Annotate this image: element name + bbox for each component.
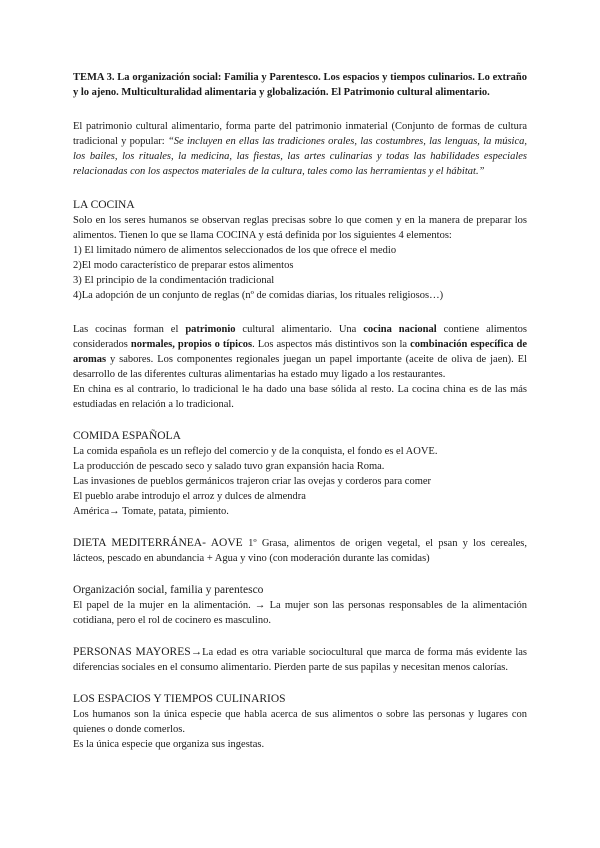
patrimonio-text: cultural alimentario. Una bbox=[235, 324, 364, 335]
cocina-item: 2)El modo característico de preparar estos alimentos bbox=[73, 260, 294, 271]
intro-paragraph bbox=[73, 119, 527, 179]
cocina-text: Solo en los seres humanos se observan reglas precisas sobre lo que comen y en la manera de preparar los alimentos. Tienen lo que se llama COCINA y está definida por los siguientes 4 elementos: bbox=[73, 215, 527, 241]
patrimonio-paragraph bbox=[73, 322, 527, 382]
intro-quote: “Se incluyen en ellas las tradiciones orales, las costumbres, las lenguas, la música, los bailes, los rituales, la medicina, las fiestas, las artes culinarias y todas las habilidades especiales relacionadas con los aspectos materiales de la cultura, tales como las herramientas y el hábitat.” bbox=[73, 136, 527, 177]
cocina-item: 1) El limitado número de alimentos seleccionados de los que ofrece el medio bbox=[73, 245, 397, 256]
cocina-item: 3) El principio de la condimentación tradicional bbox=[73, 275, 275, 286]
espanola-line: Las invasiones de pueblos germánicos trajeron criar las ovejas y corderos para comer bbox=[73, 476, 432, 487]
patrimonio-text: . Los aspectos más distintivos son la bbox=[252, 339, 411, 350]
aromas-bold: combinación específica de aromas bbox=[73, 339, 527, 365]
mayores-paragraph bbox=[73, 645, 527, 675]
intro-text: El patrimonio cultural alimentario, forma parte del patrimonio inmaterial (Conjunto de formas de cultura tradicional y popular: bbox=[73, 121, 527, 147]
dieta-lead: DIETA MEDITERRÁNEA- AOVE bbox=[73, 537, 249, 549]
patrimonio-text: contiene alimentos considerados bbox=[73, 324, 527, 350]
espacios-text: Los humanos son la única especie que habla acerca de sus alimentos o sobre las personas y lugares con quienes o donde comerlos. bbox=[73, 709, 527, 735]
cocina-item: 4)La adopción de un conjunto de reglas (nº de comidas diarias, los rituales religiosos…) bbox=[73, 290, 444, 301]
mayores-lead: PERSONAS MAYORES→ bbox=[73, 646, 203, 658]
patrimonio-text: Las cocinas forman el bbox=[73, 324, 186, 335]
espanola-line: El pueblo arabe introdujo el arroz y dulces de almendra bbox=[73, 491, 306, 502]
dieta-text: 1º Grasa, alimentos de origen vegetal, el psan y los cereales, lácteos, pescado en abundancia + Agua y vino (con moderación durante las comidas) bbox=[73, 538, 527, 564]
section-heading-espacios: LOS ESPACIOS Y TIEMPOS CULINARIOS bbox=[73, 693, 286, 705]
section-heading-espanola: COMIDA ESPAÑOLA bbox=[73, 430, 181, 442]
organizacion-text: El papel de la mujer en la alimentación. → La mujer son las personas responsables de la alimentación cotidiana, pero el rol de cocinero es masculino. bbox=[73, 600, 527, 626]
cocina-nacional-bold: cocina nacional bbox=[363, 324, 437, 335]
patrimonio-bold: patrimonio bbox=[185, 324, 236, 335]
espanola-line: La comida española es un reflejo del comercio y de la conquista, el fondo es el AOVE. bbox=[73, 446, 438, 457]
espanola-line: La producción de pescado seco y salado tuvo gran expansión hacia Roma. bbox=[73, 461, 385, 472]
espanola-line: América→ Tomate, patata, pimiento. bbox=[73, 506, 229, 517]
china-paragraph: En china es al contrario, lo tradicional le ha dado una base sólida al resto. La cocina china es de las más estudiadas en relación a lo tradicional. bbox=[73, 384, 527, 410]
espacios-text-2: Es la única especie que organiza sus ingestas. bbox=[73, 739, 265, 750]
section-heading-organizacion: Organización social, familia y parentesco bbox=[73, 584, 264, 596]
dieta-paragraph bbox=[73, 536, 527, 566]
section-heading-cocina: LA COCINA bbox=[73, 199, 135, 211]
document-title: TEMA 3. La organización social: Familia y Parentesco. Los espacios y tiempos culinarios. Lo extraño y lo ajeno. Multiculturalidad alimentaria y globalización. El Patrimonio cultural alimentario. bbox=[73, 72, 527, 98]
tipicos-bold: normales, propios o típicos bbox=[130, 339, 253, 350]
patrimonio-text: y sabores. Los componentes regionales juegan un papel importante (aceite de oliva de jaen). El desarrollo de las diferentes culturas alimentarias ha estado muy ligado a los restaurantes. bbox=[73, 354, 527, 380]
mayores-text: La edad es otra variable sociocultural que marca de forma más evidente las diferencias sociales en el consumo alimentario. Pierden parte de sus papilas y necesitan menos calorías. bbox=[73, 647, 527, 673]
